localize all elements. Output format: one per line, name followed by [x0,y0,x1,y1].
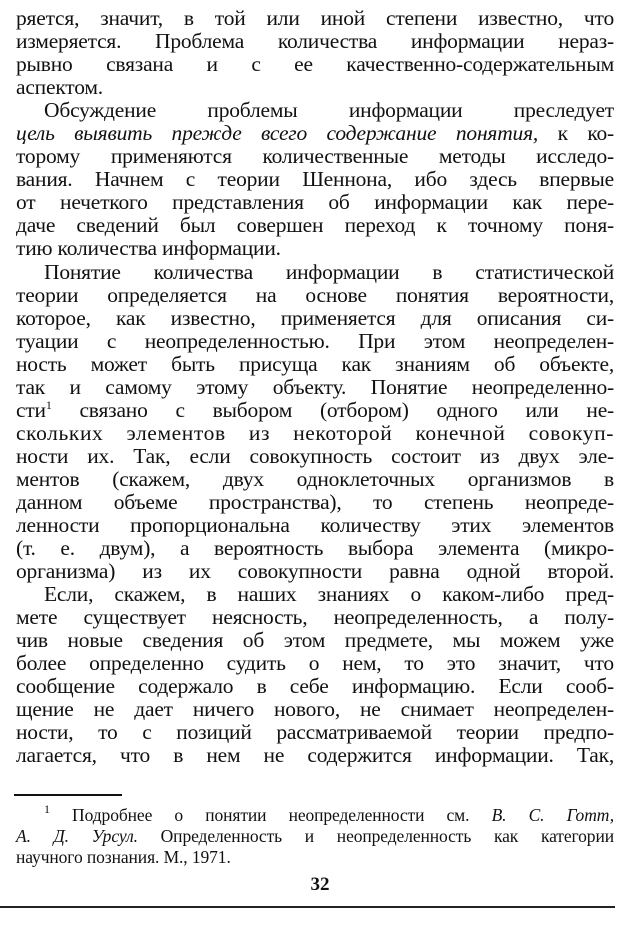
text-line: теории определяется на основе понятия вероятности, [16,283,614,307]
paragraph-start: Обсуждение проблемы информации преследует [44,98,614,122]
footnote-authors: А. Д. Урсул. [16,826,138,846]
footnote-line [16,802,614,826]
text-line: сообщение содержало в себе информацию. Если сооб- [16,674,614,698]
text-line: ментов (скажем, двух одноклеточных организмов в [16,467,614,491]
text-line: ности, то с позиций рассматриваемой теории предпо- [16,720,614,744]
text-line: торому применяются количественные методы исследо- [16,144,614,168]
text-line: даче сведений был совершен переход к точному поня- [16,213,614,237]
paragraph-start: Понятие количества информации в статистической [44,260,614,284]
text-line: ленности пропорциональна количеству этих элементов [16,513,614,537]
footnote-line [16,826,614,847]
page-number: 32 [310,874,330,895]
text-line: данном объеме пространства), то степень неопреде- [16,490,614,514]
text-line: (т. е. двум), а вероятность выбора элемента (микро- [16,536,614,560]
text-line: аспектом. [16,75,103,99]
footnote-ref[interactable]: 1 [45,398,52,412]
text-line: рывно связана и с ее качественно-содержательным [16,52,614,76]
footnote-divider [14,794,122,796]
text-line: лагается, что в нем не содержится информации. Так, [16,743,614,767]
footnote-marker: 1 [44,802,50,816]
text-line [16,121,614,145]
text-line: тию количества информации. [16,236,281,260]
text-fragment: сти [16,398,46,422]
text-line: от нечеткого представления об информации как пере- [16,190,614,214]
text-line: ность может быть присуща как знаниям об объекте, [16,352,614,376]
footnote-text: Определенность и неопределенность как категории [137,826,614,846]
footnote-authors: В. С. Готт, [491,805,614,825]
text-line: измеряется. Проблема количества информации нераз- [16,29,614,53]
text-fragment: связано с выбором (отбором) одного или не- [51,398,614,422]
footnote-text: Подробнее о понятии неопределенности см. [49,805,492,825]
text-line: щение не дает ничего нового, не снимает неопределен- [16,697,614,721]
spaced-emphasis-line: скольких элементов из некоторой конечной совокуп- [16,421,614,445]
text-line: чив новые сведения об этом предмете, мы можем уже [16,628,614,652]
text-line: туации с неопределенностью. При этом неопределен- [16,329,614,353]
text-line: так и самому этому объекту. Понятие неопределенно- [16,375,614,399]
text-line: более определенно судить о нем, то это значит, что [16,651,614,675]
text-line: организма) из их совокупности равна одной второй. [16,559,614,583]
text-line: мете существует неясность, неопределенность, а полу- [16,605,614,629]
text-line: ности их. Так, если совокупность состоит из двух эле- [16,444,614,468]
italic-emphasis: цель выявить прежде всего содержание понятия, [16,121,539,145]
text-line: ряется, значит, в той или иной степени известно, что [16,6,614,30]
text-fragment: к ко- [538,121,614,145]
text-line: вания. Начнем с теории Шеннона, ибо здесь впервые [16,167,614,191]
paragraph-start: Если, скажем, в наших знаниях о каком-либо пред- [44,582,614,606]
text-line [16,398,614,422]
footnote-line: научного познания. М., 1971. [16,847,231,867]
text-line: которое, как известно, применяется для описания си- [16,306,614,330]
page-bottom-rule [0,906,615,908]
